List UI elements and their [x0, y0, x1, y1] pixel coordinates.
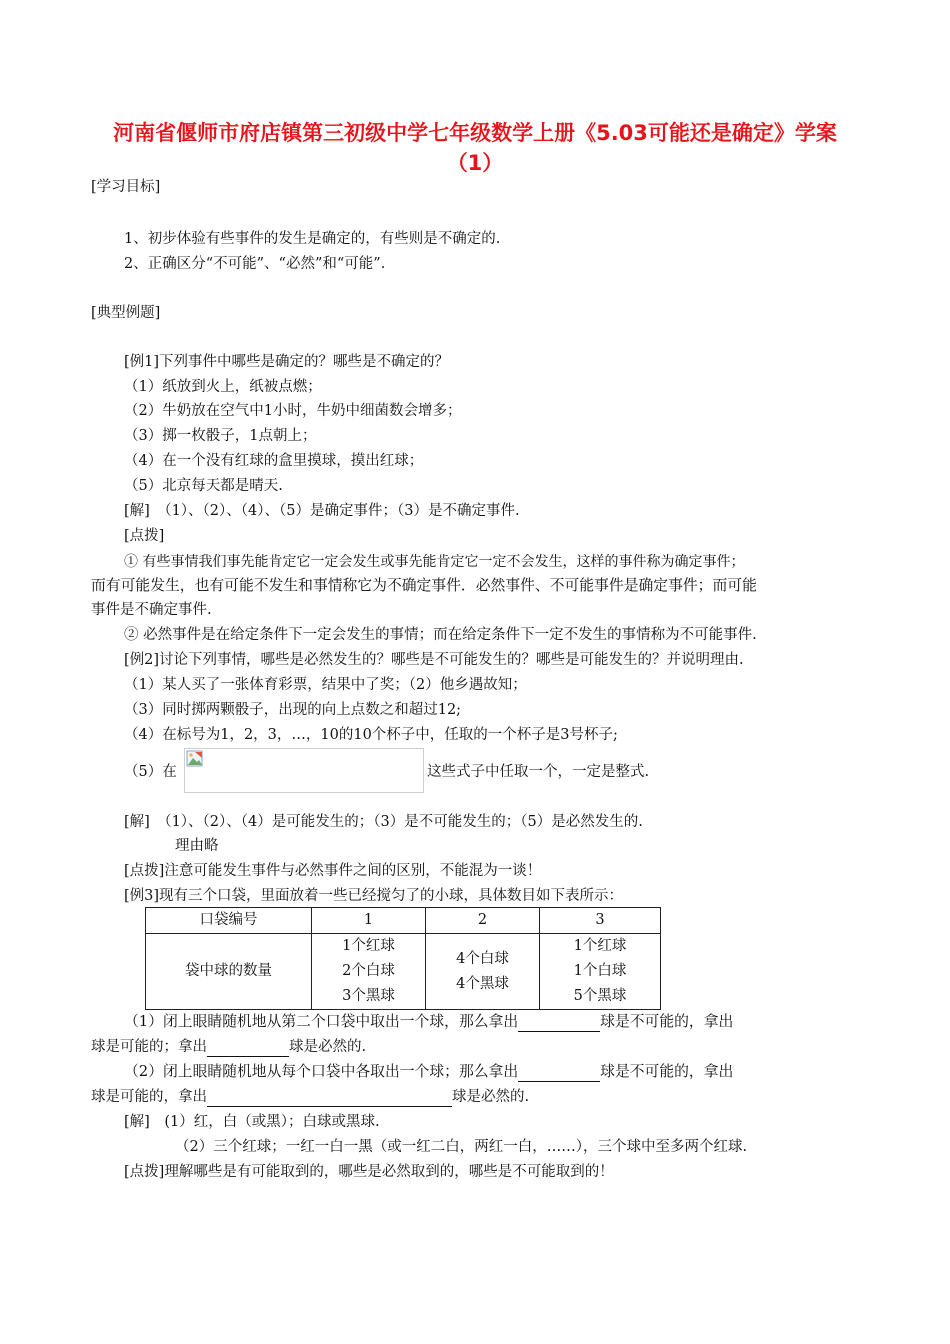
q1-blank-1 — [518, 1015, 600, 1032]
example-2-item-1: （1）某人买了一张体育彩票，结果中了奖；（2）他乡遇故知； — [124, 677, 527, 693]
example-3-question-2-line-2 — [91, 1087, 529, 1107]
example-1-item-2: （2）牛奶放在空气中1小时，牛奶中细菌数会增多； — [124, 403, 462, 419]
example-1-tip-2: ② 必然事件是在给定条件下一定会发生的事情；而在给定条件下一定不发生的事情称为不可能事件. — [124, 627, 757, 643]
example-1-item-3: （3）掷一枚骰子，1点朝上； — [124, 428, 317, 444]
section-heading-goals: [学习目标] — [91, 179, 161, 195]
table-row — [146, 934, 661, 1010]
q1-text-a: （1）闭上眼睛随机地从第二个口袋中取出一个球，那么拿出 — [124, 1013, 519, 1030]
broken-image-icon — [186, 750, 204, 768]
table-header-bag-2: 2 — [426, 908, 540, 934]
example-3-solution-2: （2）三个红球；一红一白一黑（或一红二白，两红一白，……），三个球中至多两个红球. — [175, 1139, 748, 1155]
table-row-label: 袋中球的数量 — [146, 934, 312, 1010]
table-cell-bag-3 — [540, 934, 661, 1010]
example-1-tip-1a: ① 有些事情我们事先能肯定它一定会发生或事先能肯定它一定不会发生，这样的事件称为确定事件； — [124, 554, 745, 570]
bag-1-black: 3个黑球 — [342, 988, 395, 1004]
example-1-solution: [解] （1）、（2）、（4）、（5）是确定事件；（3）是不确定事件. — [124, 503, 520, 519]
document-title — [60, 118, 890, 178]
example-1-question: [例1]下列事件中哪些是确定的？哪些是不确定的？ — [124, 354, 450, 370]
example-2-item-4: （4）在标号为1，2，3，…，10的10个杯子中，任取的一个杯子是3号杯子; — [124, 727, 618, 743]
q1-blank-2 — [207, 1040, 289, 1057]
q2-blank-1 — [518, 1065, 600, 1082]
table-header-bag-1: 1 — [312, 908, 426, 934]
example-2-item-3: （3）同时掷两颗骰子，出现的向上点数之和超过12; — [124, 702, 462, 718]
table-header-bag-number: 口袋编号 — [146, 908, 312, 934]
q2-text-c: 球是可能的，拿出 — [91, 1089, 207, 1105]
q2-text-b: 球是不可能的，拿出 — [600, 1063, 734, 1080]
bag-3-red: 1个红球 — [573, 938, 627, 954]
example-2-solution: [解] （1）、（2）、（4）是可能发生的；（3）是不可能发生的；（5）是必然发生的. — [124, 814, 643, 830]
title-line-2: （1） — [446, 151, 504, 175]
q1-text-c: 球是可能的；拿出 — [91, 1039, 207, 1055]
table-header-bag-3: 3 — [540, 908, 661, 934]
example-1-item-4: （4）在一个没有红球的盒里摸球，摸出红球； — [124, 453, 424, 469]
example-3-solution-1: [解] (1）红，白（或黑）；白球或黑球. — [124, 1114, 380, 1130]
example-2-tip: [点拨]注意可能发生事件与必然事件之间的区别，不能混为一谈！ — [124, 863, 542, 879]
q2-text-a: （2）闭上眼睛随机地从每个口袋中各取出一个球；那么拿出 — [124, 1063, 519, 1080]
bag-table — [145, 907, 661, 1010]
example-3-question-1-line-1 — [124, 1012, 733, 1032]
example-2-question: [例2]讨论下列事情，哪些是必然发生的？哪些是不可能发生的？哪些是可能发生的？并说明理由. — [124, 652, 744, 668]
table-header-row — [146, 908, 661, 934]
goal-item-2: 2、正确区分“不可能”、“必然”和“可能”. — [124, 256, 386, 272]
bag-3-white: 1个白球 — [573, 963, 627, 979]
example-3-tip: [点拨]理解哪些是有可能取到的，哪些是必然取到的，哪些是不可能取到的！ — [124, 1164, 614, 1180]
bag-2-white: 4个白球 — [456, 950, 509, 967]
q2-blank-2 — [207, 1090, 452, 1107]
section-heading-examples: [典型例题] — [91, 305, 161, 321]
example-2-item-5-suffix: 这些式子中任取一个，一定是整式. — [427, 764, 650, 780]
example-2-reason: 理由略 — [175, 838, 219, 854]
example-3-question-2-line-1 — [124, 1062, 733, 1082]
formula-image-placeholder — [184, 748, 424, 793]
table-cell-bag-1 — [312, 934, 426, 1010]
q2-text-d: 球是必然的. — [452, 1089, 530, 1105]
title-line-1: 河南省偃师市府店镇第三初级中学七年级数学上册《5.03可能还是确定》学案 — [113, 121, 837, 145]
q1-text-d: 球是必然的. — [289, 1039, 367, 1055]
bag-1-white: 2个白球 — [342, 963, 395, 979]
example-1-tip-label: [点拨] — [124, 528, 165, 544]
example-1-item-1: （1）纸放到火上，纸被点燃； — [124, 379, 322, 395]
example-1-tip-1b: 而有可能发生，也有可能不发生和事情称它为不确定事件．必然事件、不可能事件是确定事件；而可能 — [91, 577, 757, 594]
example-1-tip-1c: 事件是不确定事件. — [91, 602, 212, 618]
q1-text-b: 球是不可能的，拿出 — [600, 1013, 734, 1030]
goal-item-1: 1、初步体验有些事件的发生是确定的，有些则是不确定的. — [124, 231, 501, 247]
example-3-question: [例3]现有三个口袋，里面放着一些已经搅匀了的小球，具体数目如下表所示： — [124, 888, 624, 904]
example-1-item-5: （5）北京每天都是晴天. — [124, 478, 283, 494]
bag-2-black: 4个黑球 — [456, 975, 509, 992]
bag-1-red: 1个红球 — [342, 938, 395, 954]
example-2-item-5-prefix: （5）在 — [124, 764, 177, 780]
bag-3-black: 5个黑球 — [573, 988, 627, 1004]
example-3-question-1-line-2 — [91, 1037, 366, 1057]
table-cell-bag-2 — [426, 934, 540, 1010]
